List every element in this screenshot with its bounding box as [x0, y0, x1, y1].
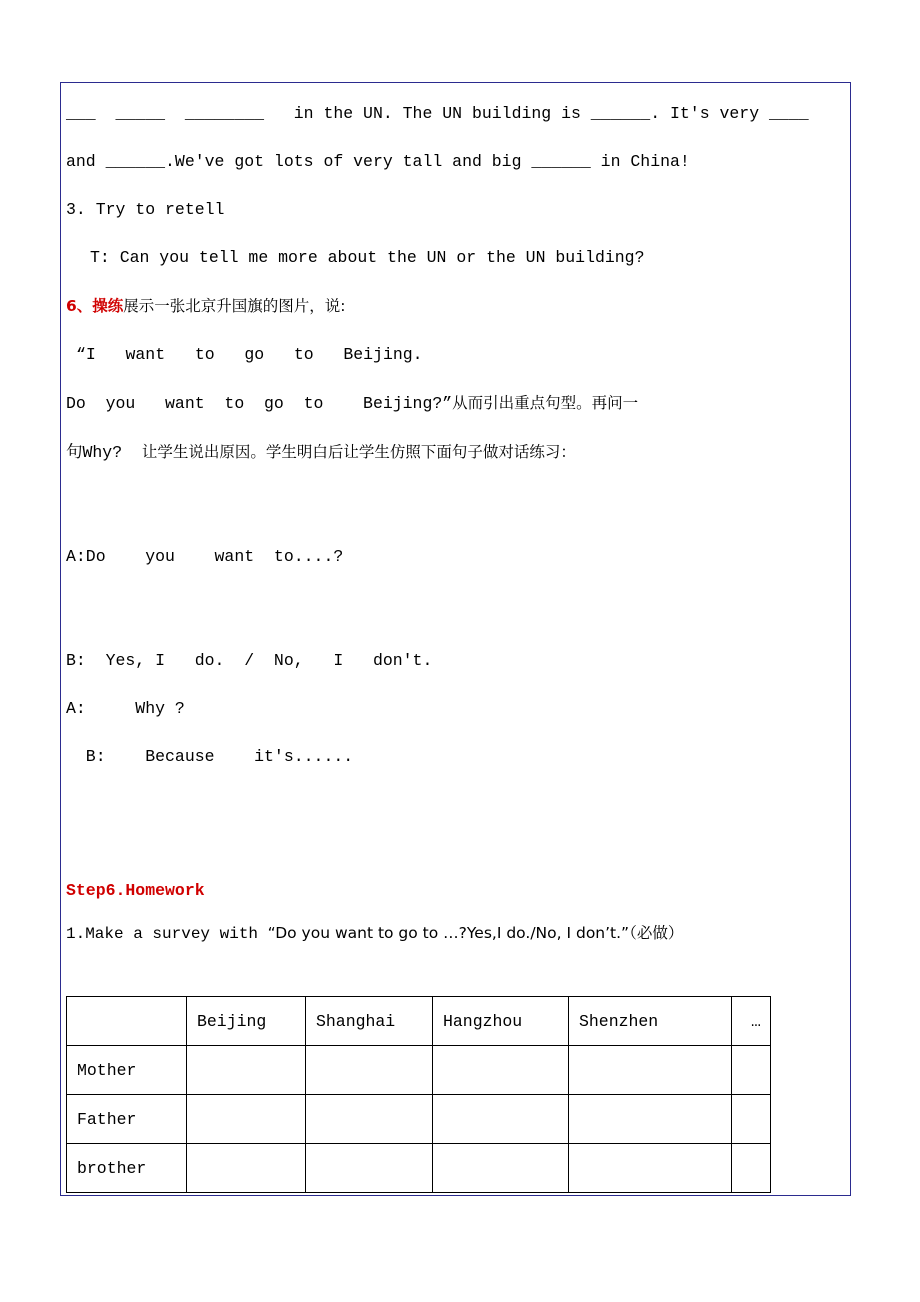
dialog-line-a2: A: Why ? — [66, 699, 185, 718]
table-cell[interactable] — [433, 1046, 569, 1095]
table-cell[interactable] — [569, 1144, 732, 1193]
table-cell[interactable] — [187, 1095, 306, 1144]
homework-item-1-suffix: （必做） — [629, 924, 684, 942]
fill-blank-line-2: and ______.We've got lots of very tall and big ______ in China! — [66, 152, 690, 171]
step6-heading-row — [66, 282, 856, 331]
table-row — [67, 1144, 771, 1193]
table-header-row — [67, 997, 771, 1046]
table-cell[interactable] — [306, 1095, 433, 1144]
step3-question: T: Can you tell me more about the UN or the UN building? — [90, 248, 645, 267]
table-header-cell-0 — [67, 997, 187, 1046]
survey-table — [66, 996, 771, 1193]
table-row — [67, 1095, 771, 1144]
dialog-line-a1: A:Do you want to....? — [66, 547, 344, 566]
table-row-label-father: Father — [67, 1095, 187, 1144]
homework-item-1-prefix: 1.Make a survey with — [66, 925, 268, 943]
step6-text: 展示一张北京升国旗的图片，说: — [123, 297, 346, 315]
table-row-label-brother: brother — [67, 1144, 187, 1193]
quote-line-3-chinese: 让学生说出原因。学生明白后让学生仿照下面句子做对话练习： — [141, 443, 576, 461]
fill-blank-line-1: ___ _____ ________ in the UN. The UN building is ______. It's very ____ — [66, 104, 809, 123]
quote-line-3 — [66, 428, 856, 477]
table-cell[interactable] — [187, 1144, 306, 1193]
table-cell[interactable] — [732, 1046, 771, 1095]
homework-heading: Step6.Homework — [66, 881, 205, 900]
table-header-cell-5: … — [732, 997, 771, 1046]
step3-title: 3. Try to retell — [66, 200, 225, 219]
quote-line-2-chinese: 从而引出重点句型。再问一 — [452, 394, 639, 412]
table-cell[interactable] — [433, 1144, 569, 1193]
table-cell[interactable] — [569, 1095, 732, 1144]
table-cell[interactable] — [306, 1046, 433, 1095]
quote-line-3-english: 句Why? — [66, 443, 142, 462]
table-cell[interactable] — [306, 1144, 433, 1193]
spacer-before-homework — [66, 781, 856, 837]
step6-label: 6、操练 — [66, 297, 124, 315]
quote-line-1: “I want to go to Beijing. — [76, 345, 423, 364]
table-row — [67, 1046, 771, 1095]
spacer-before-homework-2 — [66, 837, 856, 871]
homework-item-1 — [66, 911, 856, 956]
table-header-cell-4: Shenzhen — [569, 997, 732, 1046]
document-content — [66, 90, 856, 1193]
table-header-cell-2: Shanghai — [306, 997, 433, 1046]
dialog-line-b1: B: Yes, I do. / No, I don't. — [66, 651, 433, 670]
homework-item-1-quote: “Do you want to go to …?Yes,I do./No, I don’t.” — [267, 924, 630, 942]
table-header-cell-1: Beijing — [187, 997, 306, 1046]
spacer-between-dialog — [66, 581, 856, 637]
quote-line-2-english: Do you want to go to Beijing?” — [66, 394, 453, 413]
dialog-line-b2: B: Because it's...... — [66, 747, 354, 766]
quote-line-2 — [66, 379, 856, 428]
table-row-label-mother: Mother — [67, 1046, 187, 1095]
table-cell[interactable] — [433, 1095, 569, 1144]
table-cell[interactable] — [732, 1095, 771, 1144]
table-cell[interactable] — [569, 1046, 732, 1095]
table-header-cell-3: Hangzhou — [433, 997, 569, 1046]
spacer-after-instructions — [66, 477, 856, 533]
table-cell[interactable] — [732, 1144, 771, 1193]
table-cell[interactable] — [187, 1046, 306, 1095]
